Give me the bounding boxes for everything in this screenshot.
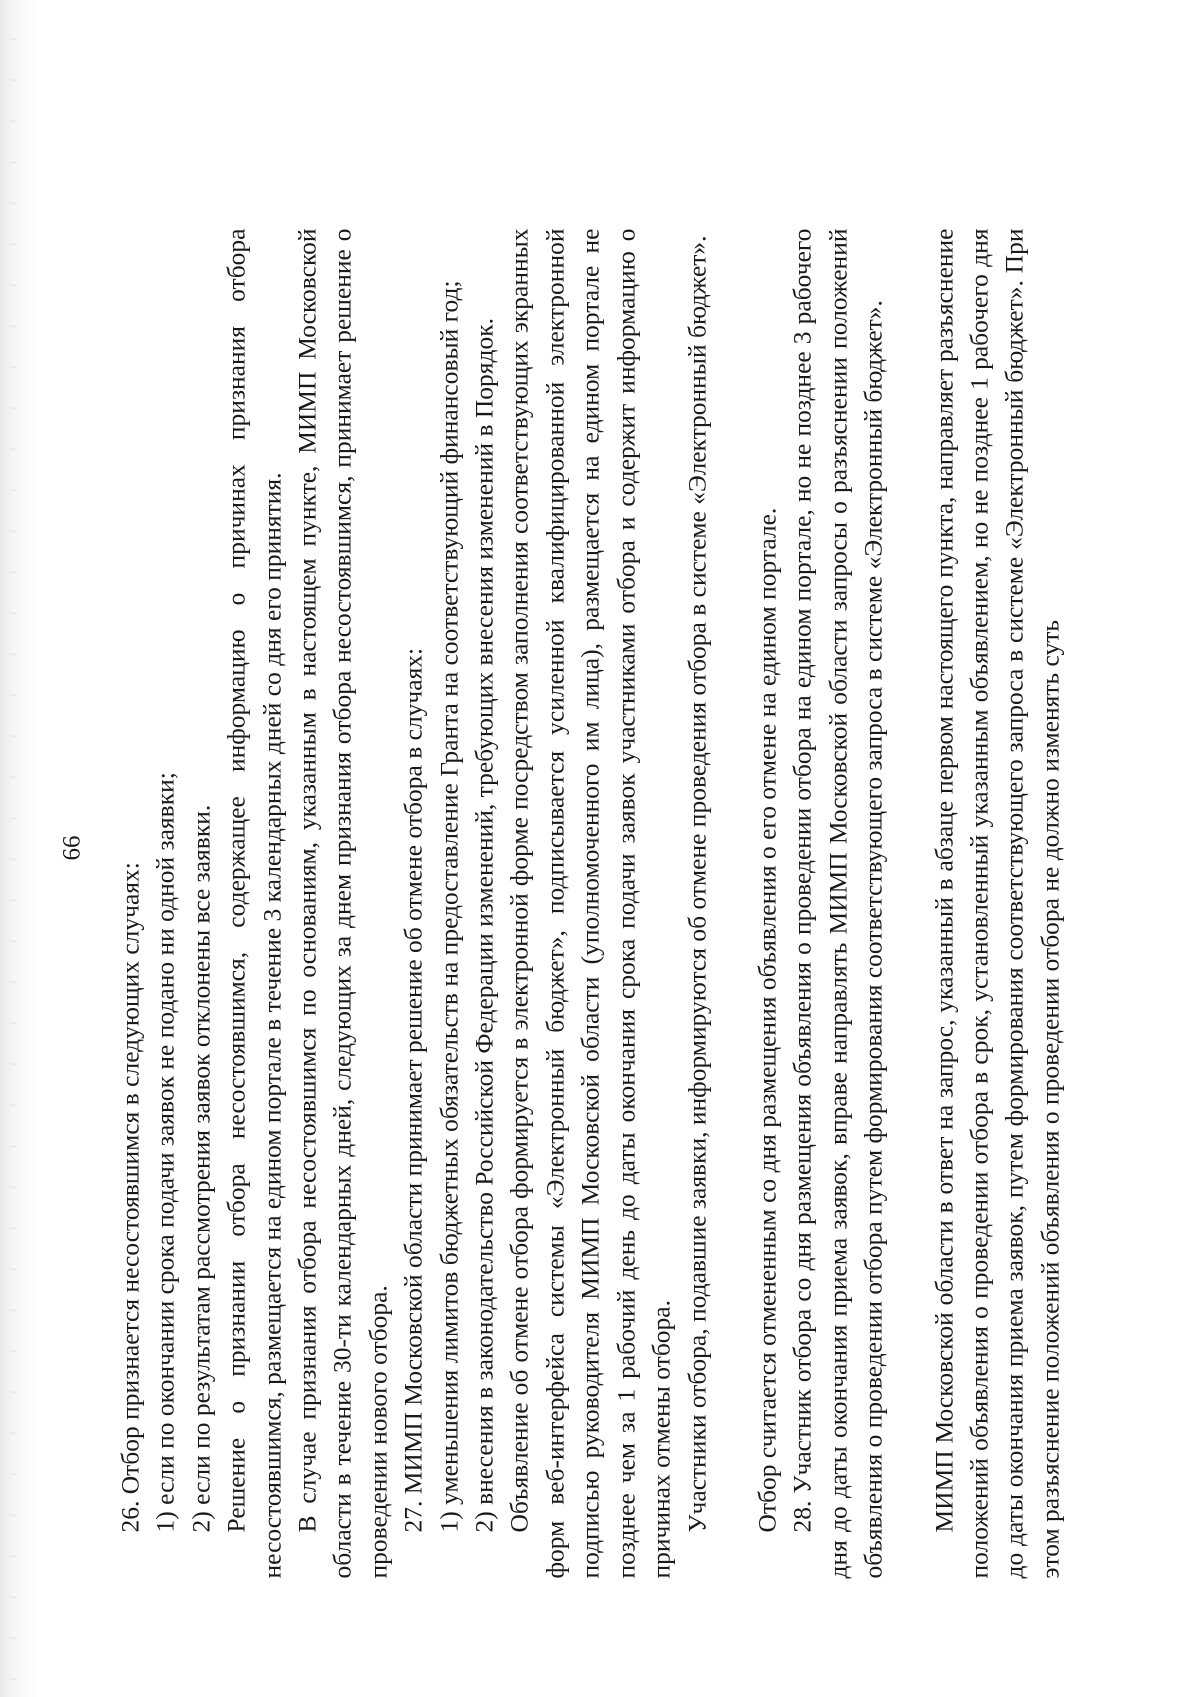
paragraph-26-decision: Решение о признании отбора несостоявшимся, содержащее информацию о причинах признания отбора несостоявшимся, размещается на едином портале в течение 3 календарных дней со дня его принятия.	[221, 228, 287, 1579]
paragraph-27-heading: 27. МИМП Московской области принимает решение об отмене отбора в случаях:	[398, 647, 428, 1533]
paragraph-27-item-1: 1) уменьшения лимитов бюджетных обязательств на предоставление Гранта на соответствующий финансовый год;	[434, 280, 464, 1533]
document-body	[113, 229, 1068, 1579]
document-page	[1, 0, 1200, 1697]
paragraph-27-item-2: 2) внесения в законодательство Российской Федерации изменений, требующих внесения изменений в Порядок.	[469, 318, 499, 1533]
paragraph-27-cancelled: Отбор считается отмененным со дня размещения объявления о его отмене на едином портале.	[752, 507, 782, 1533]
paragraph-26-new-selection: В случае признания отбора несостоявшимся по основаниям, указанным в настоящем пункте, МИМП Московской области в течение 30-ти календарных дней, следующих за днем признания отбора несостоявшимся, принимает решение о проведении нового отбора.	[292, 228, 393, 1579]
paragraph-28-heading: 28. Участник отбора со дня размещения объявления о проведении отбора на едином портале, но не позднее 3 рабочего дня до даты окончания приема заявок, вправе направлять МИМП Московской области запросы о разъяснении положений объявления о проведении отбора путем формирования соответствующего запроса в системе «Электронный бюджет».	[787, 228, 888, 1579]
page-number: 66	[58, 835, 86, 861]
paragraph-26-item-1: 1) если по окончании срока подачи заявок не подано ни одной заявки;	[150, 772, 180, 1533]
paragraph-27-announcement: Объявление об отмене отбора формируется в электронной форме посредством заполнения соответствующих экранных форм веб-интерфейса системы «Электронный бюджет», подписывается усиленной квалифицированной электронной подписью руководителя МИМП Московской области (уполномоченного им лица), размещается на едином портале не позднее чем за 1 рабочий день до даты окончания срока подачи заявок участниками отбора и содержит информацию о причинах отмены отбора.	[504, 228, 676, 1579]
paragraph-26-heading: 26. Отбор признается несостоявшимся в следующих случаях:	[115, 862, 145, 1533]
paragraph-28-response: МИМП Московской области в ответ на запрос, указанный в абзаце первом настоящего пункта, направляет разъяснение положений объявления о проведении отбора в срок, установленный указанным объявлением, но не позднее 1 рабочего дня до даты окончания приема заявок, путем формирования соответствующего запроса в системе «Электронный бюджет». При этом разъяснение положений объявления о проведении отбора не должно изменять суть	[929, 228, 1065, 1579]
paragraph-26-item-2: 2) если по результатам рассмотрения заявок отклонены все заявки.	[186, 804, 216, 1533]
paragraph-27-participants: Участники отбора, подавшие заявки, информируются об отмене проведения отбора в системе «Электронный бюджет».	[682, 235, 711, 1533]
